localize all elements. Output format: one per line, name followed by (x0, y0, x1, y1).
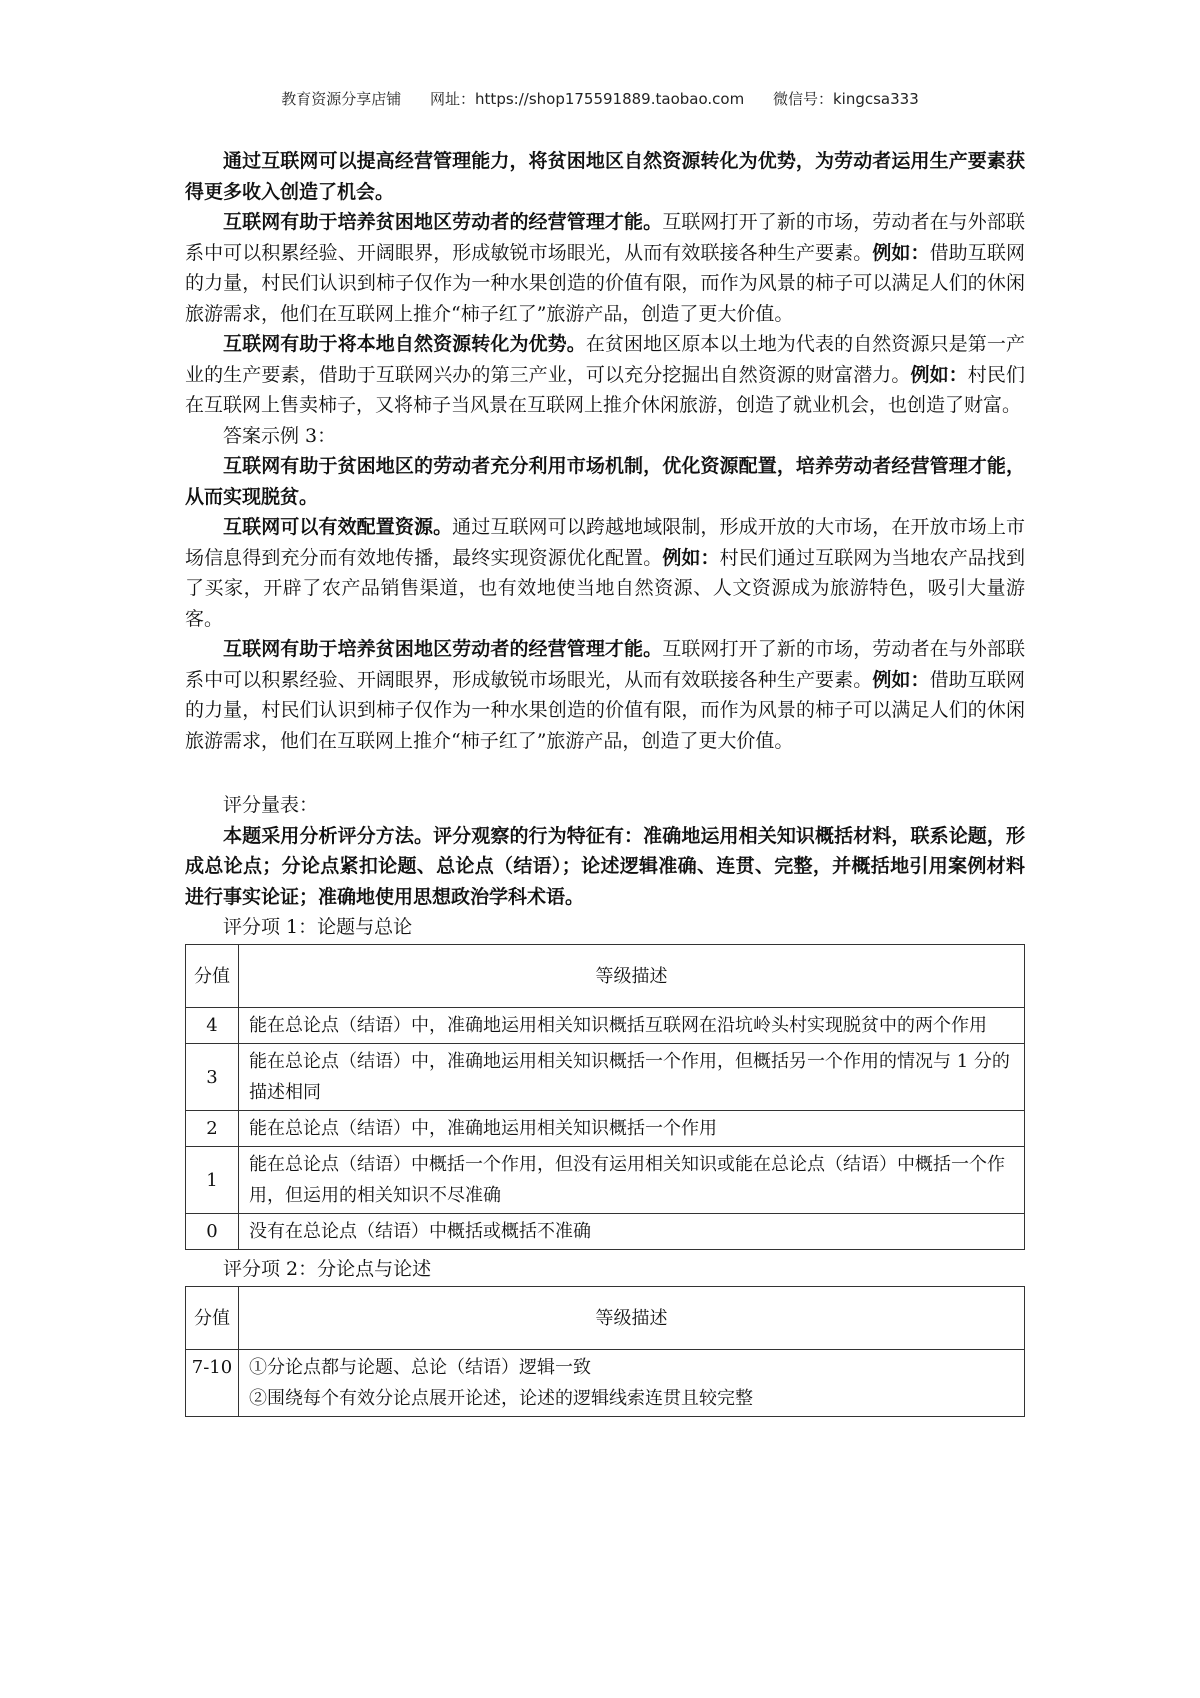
score-cell: 0 (186, 1214, 239, 1250)
table-1-title: 评分项 1：论题与总论 (223, 916, 413, 938)
header-desc: 等级描述 (239, 1287, 1025, 1350)
paragraph-management: 互联网有助于培养贫困地区劳动者的经营管理才能。互联网打开了新的市场，劳动者在与外部联系中可以积累经验、开阔眼界，形成敏锐市场眼光，从而有效联接各种生产要素。例如：借助互联网的力量，村民们认识到柿子仅作为一种水果创造的价值有限，而作为风景的柿子可以满足人们的休闲旅游需求，他们在互联网上推介“柿子红了”旅游产品，创造了更大价值。 (185, 211, 1025, 325)
desc-cell (239, 1350, 1025, 1417)
paragraph-summary: 通过互联网可以提高经营管理能力，将贫困地区自然资源转化为优势，为劳动者运用生产要素获得更多收入创造了机会。 (185, 150, 1025, 203)
shop-url: 网址：https://shop175591889.taobao.com (430, 90, 745, 108)
score-cell: 3 (186, 1044, 239, 1111)
paragraph-lead: 互联网可以有效配置资源。 (223, 516, 453, 538)
rubric-table-1 (185, 944, 1025, 1250)
desc-cell: 能在总论点（结语）中，准确地运用相关知识概括一个作用，但概括另一个作用的情况与 1 分的描述相同 (239, 1044, 1025, 1111)
header-score: 分值 (186, 1287, 239, 1350)
table-header-row (186, 1287, 1025, 1350)
paragraph-management-2: 互联网有助于培养贫困地区劳动者的经营管理才能。互联网打开了新的市场，劳动者在与外部联系中可以积累经验、开阔眼界，形成敏锐市场眼光，从而有效联接各种生产要素。例如：借助互联网的力量，村民们认识到柿子仅作为一种水果创造的价值有限，而作为风景的柿子可以满足人们的休闲旅游需求，他们在互联网上推介“柿子红了”旅游产品，创造了更大价值。 (185, 638, 1025, 752)
score-cell: 2 (186, 1111, 239, 1147)
table-row (186, 1350, 1025, 1417)
table-header-row (186, 945, 1025, 1008)
table-row (186, 1111, 1025, 1147)
table-row (186, 1214, 1025, 1250)
header-score: 分值 (186, 945, 239, 1008)
example-3-title: 答案示例 3： (223, 424, 337, 447)
desc-cell: 能在总论点（结语）中概括一个作用，但没有运用相关知识或能在总论点（结语）中概括一个作用，但运用的相关知识不尽准确 (239, 1147, 1025, 1214)
document-body (185, 146, 1025, 1421)
paragraph-summary-2: 互联网有助于贫困地区的劳动者充分利用市场机制，优化资源配置，培养劳动者经营管理才能，从而实现脱贫。 (185, 455, 1025, 508)
paragraph-allocation: 互联网可以有效配置资源。通过互联网可以跨越地域限制，形成开放的大市场，在开放市场上市场信息得到充分而有效地传播，最终实现资源优化配置。例如：村民们通过互联网为当地农产品找到了买家，开辟了农产品销售渠道，也有效地使当地自然资源、人文资源成为旅游特色，吸引大量游客。 (185, 516, 1025, 630)
header-desc: 等级描述 (239, 945, 1025, 1008)
desc-cell: 能在总论点（结语）中，准确地运用相关知识概括互联网在沿坑岭头村实现脱贫中的两个作用 (239, 1008, 1025, 1044)
rubric-intro: 本题采用分析评分方法。评分观察的行为特征有：准确地运用相关知识概括材料，联系论题，形成总论点；分论点紧扣论题、总论点（结语）；论述逻辑准确、连贯、完整，并概括地引用案例材料进行事实论证；准确地使用思想政治学科术语。 (185, 824, 1025, 908)
score-cell: 7-10 (186, 1350, 239, 1417)
rubric-table-2 (185, 1286, 1025, 1417)
example-label: 例如： (872, 668, 930, 691)
example-label: 例如： (872, 241, 930, 264)
criterion-2: ②围绕每个有效分论点展开论述，论述的逻辑线索连贯且较完整 (249, 1388, 753, 1409)
desc-cell: 没有在总论点（结语）中概括或概括不准确 (239, 1214, 1025, 1250)
paragraph-lead: 互联网有助于培养贫困地区劳动者的经营管理才能。 (223, 211, 663, 233)
example-label: 例如： (910, 363, 968, 386)
shop-name: 教育资源分享店铺 (281, 90, 402, 108)
score-cell: 1 (186, 1147, 239, 1214)
desc-cell: 能在总论点（结语）中，准确地运用相关知识概括一个作用 (239, 1111, 1025, 1147)
page-header (0, 88, 1200, 109)
criterion-1: ①分论点都与论题、总论（结语）逻辑一致 (249, 1357, 591, 1378)
table-row (186, 1147, 1025, 1214)
table-row (186, 1044, 1025, 1111)
example-label: 例如： (662, 546, 720, 569)
wechat-id: 微信号：kingcsa333 (772, 90, 919, 108)
rubric-title: 评分量表： (223, 794, 319, 816)
score-cell: 4 (186, 1008, 239, 1044)
paragraph-resources: 互联网有助于将本地自然资源转化为优势。在贫困地区原本以土地为代表的自然资源只是第一产业的生产要素，借助于互联网兴办的第三产业，可以充分挖掘出自然资源的财富潜力。例如：村民们在互联网上售卖柿子，又将柿子当风景在互联网上推介休闲旅游，创造了就业机会，也创造了财富。 (185, 333, 1025, 416)
paragraph-lead: 互联网有助于培养贫困地区劳动者的经营管理才能。 (223, 638, 663, 660)
table-2-title: 评分项 2：分论点与论述 (223, 1258, 432, 1280)
table-row (186, 1008, 1025, 1044)
paragraph-lead: 互联网有助于将本地自然资源转化为优势。 (223, 333, 586, 355)
